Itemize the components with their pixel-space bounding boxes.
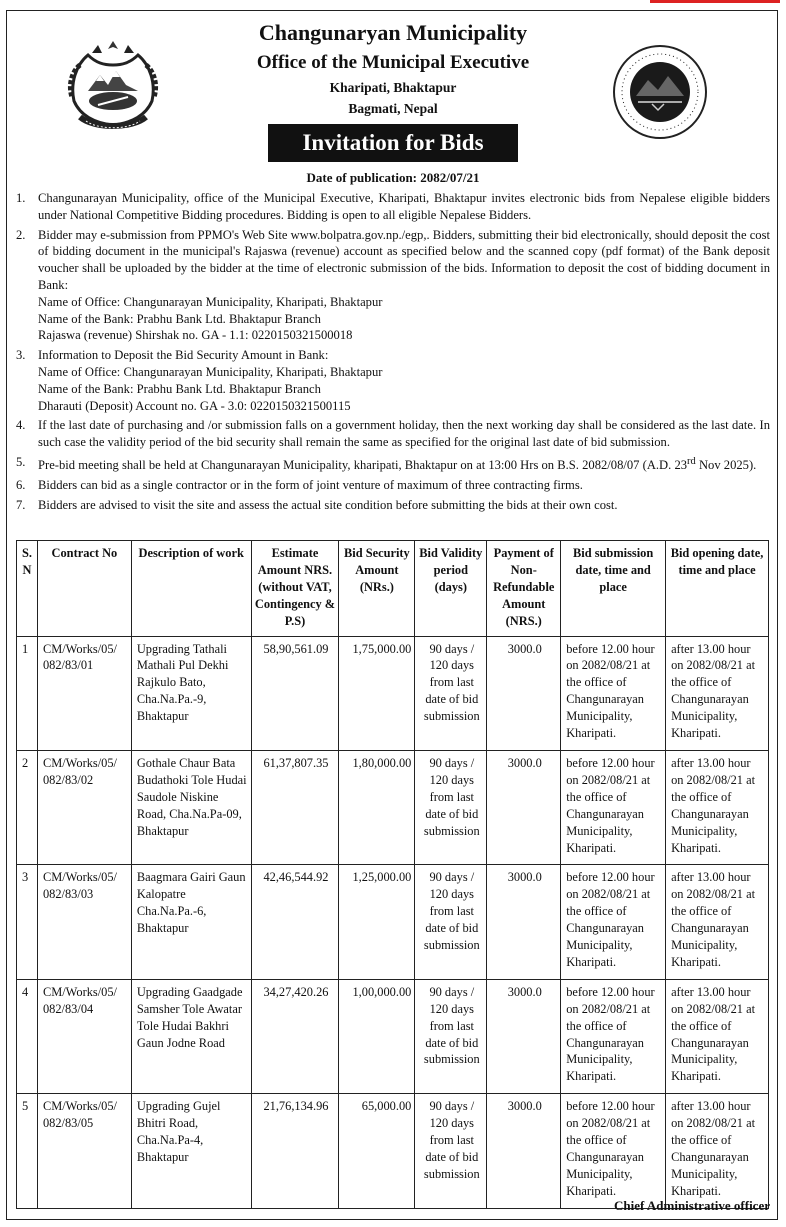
- payment-cell: 3000.0: [487, 750, 561, 864]
- clause-text: Changunarayan Municipality, office of the Municipal Executive, Kharipati, Bhaktapur invites electronic bids from Nepalese eligible bidders under National Competitive Bidding procedures. Bidding is open to all eligible Nepalese Bidders.: [38, 191, 770, 222]
- table-row: [17, 979, 769, 1093]
- description-cell: Upgrading Gaadgade Samsher Tole Awatar Tole Hudai Bakhri Gaun Jodne Road: [131, 979, 251, 1093]
- validity-cell: 90 days / 120 days from last date of bid submission: [415, 865, 487, 979]
- clause-item: [16, 417, 770, 451]
- payment-cell: 3000.0: [487, 636, 561, 750]
- security-cell: 1,80,000.00: [339, 750, 415, 864]
- sn-cell: 3: [17, 865, 38, 979]
- clause-number: 3.: [16, 348, 26, 363]
- table-row: [17, 750, 769, 864]
- validity-cell: 90 days / 120 days from last date of bid submission: [415, 636, 487, 750]
- estimate-cell: 42,46,544.92: [251, 865, 339, 979]
- clause-item: [16, 190, 770, 224]
- validity-cell: 90 days / 120 days from last date of bid submission: [415, 750, 487, 864]
- clause-number: 2.: [16, 227, 26, 242]
- opening-cell: after 13.00 hour on 2082/08/21 at the office of Changunarayan Municipality, Kharipati.: [666, 750, 769, 864]
- table-row: [17, 636, 769, 750]
- table-row: [17, 1094, 769, 1208]
- clause-text: If the last date of purchasing and /or submission falls on a government holiday, then the next working day shall be considered as the last date. In such case the validity period of the bid security shall remain the same as specified for the original last date of bid submission.: [38, 418, 770, 450]
- submission-cell: before 12.00 hour on 2082/08/21 at the office of Changunarayan Municipality, Kharipati.: [561, 636, 666, 750]
- payment-cell: 3000.0: [487, 865, 561, 979]
- column-header: Estimate Amount NRS. (without VAT, Contingency & P.S): [251, 541, 339, 637]
- clause-text: Pre-bid meeting shall be held at Changunarayan Municipality, kharipati, Bhaktapur on at 13:00 Hrs on B.S. 2082/08/07 (A.D. 23: [38, 458, 688, 473]
- municipality-title: Changunaryan Municipality: [258, 20, 528, 45]
- notice-title-badge: Invitation for Bids: [268, 124, 518, 162]
- clause-number: 5.: [16, 454, 26, 469]
- deposit-account: Dharauti (Deposit) Account no. GA - 3.0: 0220150321500115: [38, 398, 351, 413]
- estimate-cell: 58,90,561.09: [251, 636, 339, 750]
- security-cell: 1,00,000.00: [339, 979, 415, 1093]
- description-cell: Upgrading Tathali Mathali Pul Dekhi Rajkulo Bato, Cha.Na.Pa.-9, Bhaktapur: [131, 636, 251, 750]
- validity-cell: 90 days / 120 days from last date of bid submission: [415, 979, 487, 1093]
- bank-name: Name of the Bank: Prabhu Bank Ltd. Bhaktapur Branch: [38, 381, 321, 396]
- security-cell: 65,000.00: [339, 1094, 415, 1208]
- contract-cell: CM/Works/05/ 082/83/01: [37, 636, 131, 750]
- opening-cell: after 13.00 hour on 2082/08/21 at the office of Changunarayan Municipality, Kharipati.: [666, 636, 769, 750]
- revenue-account: Rajaswa (revenue) Shirshak no. GA - 1.1: 0220150321500018: [38, 328, 353, 343]
- bank-name: Name of the Bank: Prabhu Bank Ltd. Bhaktapur Branch: [38, 311, 321, 326]
- clause-text: Bidders can bid as a single contractor or in the form of joint venture of maximum of three contracting firms.: [38, 477, 583, 492]
- clause-text-end: Nov 2025).: [695, 458, 757, 473]
- description-cell: Upgrading Gujel Bhitri Road, Cha.Na.Pa-4, Bhaktapur: [131, 1094, 251, 1208]
- clause-item: [16, 454, 770, 474]
- table-header-row: [17, 541, 769, 637]
- publication-date: Date of publication: 2082/07/21: [306, 170, 480, 185]
- bids-table: [16, 540, 769, 1209]
- column-header: Contract No: [37, 541, 131, 637]
- description-cell: Gothale Chaur Bata Budathoki Tole Hudai Saudole Niskine Road, Cha.Na.Pa-09, Bhaktapur: [131, 750, 251, 864]
- opening-cell: after 13.00 hour on 2082/08/21 at the office of Changunarayan Municipality, Kharipati.: [666, 1094, 769, 1208]
- column-header: Payment of Non-Refundable Amount (NRS.): [487, 541, 561, 637]
- sn-cell: 1: [17, 636, 38, 750]
- clause-item: [16, 497, 770, 514]
- clause-item: [16, 227, 770, 345]
- clause-text: Information to Deposit the Bid Security Amount in Bank:: [38, 348, 329, 363]
- estimate-cell: 21,76,134.96: [251, 1094, 339, 1208]
- ordinal-suffix: rd: [687, 455, 696, 467]
- column-header: Bid opening date, time and place: [666, 541, 769, 637]
- security-cell: 1,25,000.00: [339, 865, 415, 979]
- address-line-1: Kharipati, Bhaktapur: [329, 80, 457, 95]
- column-header: Bid Validity period (days): [415, 541, 487, 637]
- sn-cell: 4: [17, 979, 38, 1093]
- column-header: S. N: [17, 541, 38, 637]
- column-header: Description of work: [131, 541, 251, 637]
- submission-cell: before 12.00 hour on 2082/08/21 at the office of Changunarayan Municipality, Kharipati.: [561, 979, 666, 1093]
- submission-cell: before 12.00 hour on 2082/08/21 at the office of Changunarayan Municipality, Kharipati.: [561, 750, 666, 864]
- contract-cell: CM/Works/05/ 082/83/05: [37, 1094, 131, 1208]
- submission-cell: before 12.00 hour on 2082/08/21 at the office of Changunarayan Municipality, Kharipati.: [561, 865, 666, 979]
- submission-cell: before 12.00 hour on 2082/08/21 at the office of Changunarayan Municipality, Kharipati.: [561, 1094, 666, 1208]
- payment-cell: 3000.0: [487, 1094, 561, 1208]
- clause-text: Bidder may e-submission from PPMO's Web Site www.bolpatra.gov.np./egp,. Bidders, submitting their bid electronically, should deposit the cost of bidding document in the municipal's Rajaswa (revenue) account as specified below and the scanned copy (pdf format) of the Bank deposit voucher shall be uploaded by the bidder at the time of electronic submission of the bids. Information to deposit the cost of bidding document in Bank:: [38, 227, 770, 292]
- bank-office-name: Name of Office: Changunarayan Municipality, Kharipati, Bhaktapur: [38, 364, 383, 379]
- opening-cell: after 13.00 hour on 2082/08/21 at the office of Changunarayan Municipality, Kharipati.: [666, 979, 769, 1093]
- bank-office-name: Name of Office: Changunarayan Municipality, Kharipati, Bhaktapur: [38, 294, 383, 309]
- estimate-cell: 61,37,807.35: [251, 750, 339, 864]
- clause-item: [16, 347, 770, 414]
- estimate-cell: 34,27,420.26: [251, 979, 339, 1093]
- signatory-title: Chief Administrative officer: [614, 1198, 770, 1213]
- office-title: Office of the Municipal Executive: [256, 52, 530, 73]
- clause-list: [16, 190, 770, 517]
- clause-text: Bidders are advised to visit the site and assess the actual site condition before submitting the bids at their own cost.: [38, 497, 618, 512]
- address-line-2: Bagmati, Nepal: [348, 101, 438, 116]
- contract-cell: CM/Works/05/ 082/83/04: [37, 979, 131, 1093]
- security-cell: 1,75,000.00: [339, 636, 415, 750]
- payment-cell: 3000.0: [487, 979, 561, 1093]
- top-accent-bar: [650, 0, 780, 3]
- clause-item: [16, 477, 770, 494]
- opening-cell: after 13.00 hour on 2082/08/21 at the office of Changunarayan Municipality, Kharipati.: [666, 865, 769, 979]
- clause-number: 1.: [16, 191, 26, 205]
- description-cell: Baagmara Gairi Gaun Kalopatre Cha.Na.Pa.-6, Bhaktapur: [131, 865, 251, 979]
- clause-number: 4.: [16, 418, 26, 433]
- clause-number: 6.: [16, 477, 26, 492]
- table-row: [17, 865, 769, 979]
- column-header: Bid submission date, time and place: [561, 541, 666, 637]
- contract-cell: CM/Works/05/ 082/83/03: [37, 865, 131, 979]
- column-header: Bid Security Amount (NRs.): [339, 541, 415, 637]
- sn-cell: 5: [17, 1094, 38, 1208]
- clause-number: 7.: [16, 497, 26, 512]
- validity-cell: 90 days / 120 days from last date of bid submission: [415, 1094, 487, 1208]
- sn-cell: 2: [17, 750, 38, 864]
- contract-cell: CM/Works/05/ 082/83/02: [37, 750, 131, 864]
